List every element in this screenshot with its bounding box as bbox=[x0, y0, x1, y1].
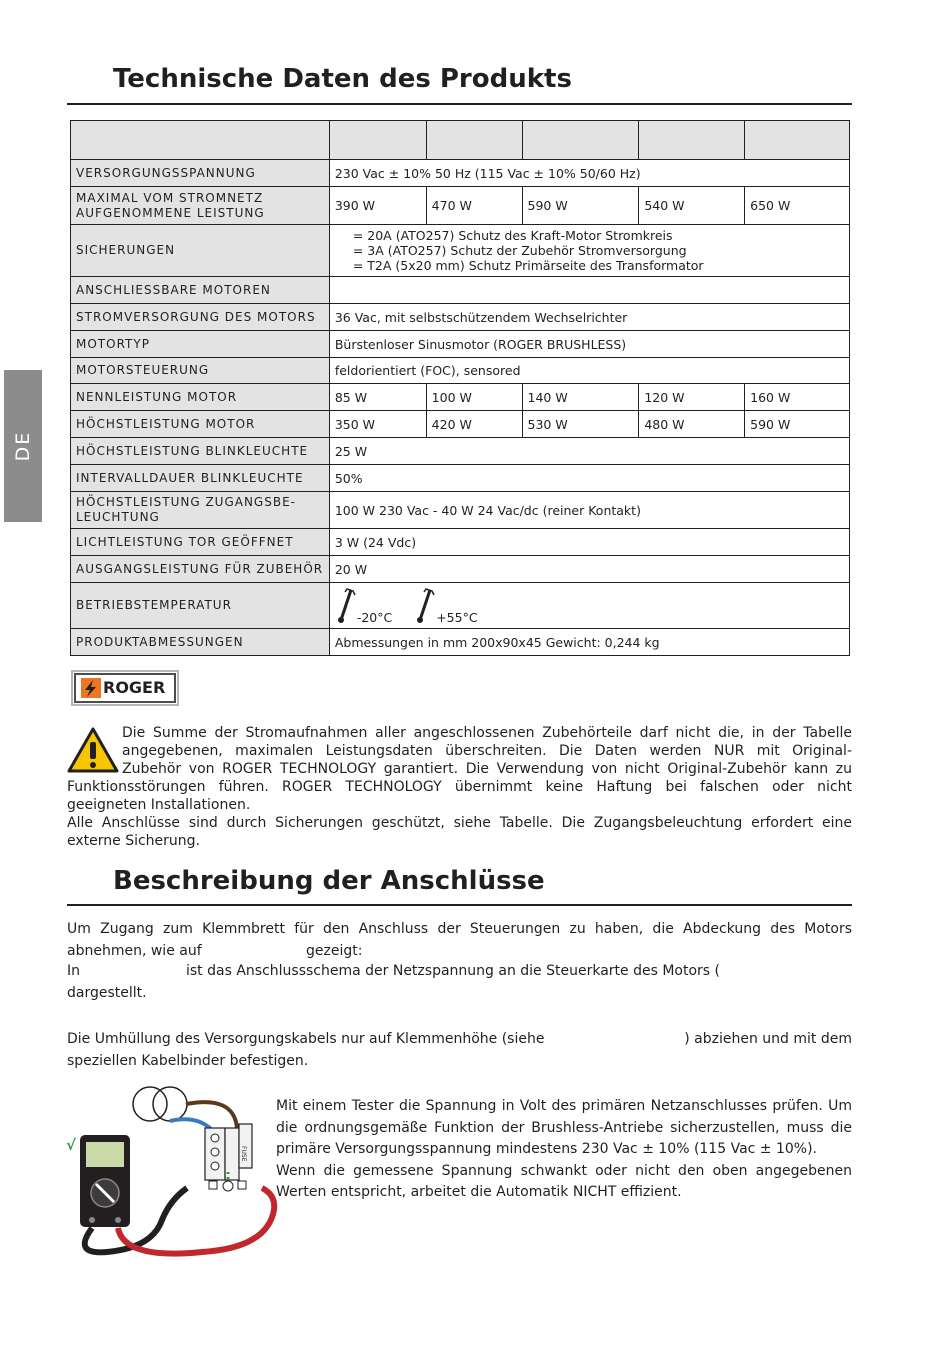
temp-min: -20°C bbox=[356, 609, 393, 625]
table-row bbox=[71, 438, 850, 465]
row-value: Abmessungen in mm 200x90x45 Gewicht: 0,244 kg bbox=[329, 629, 849, 656]
row-value: 530 W bbox=[522, 411, 639, 438]
table-row bbox=[71, 629, 850, 656]
row-value: 350 W bbox=[329, 411, 426, 438]
body-text: In bbox=[67, 963, 81, 979]
body-text: abnehmen, wie auf bbox=[67, 943, 202, 959]
table-header-cell bbox=[522, 121, 639, 160]
row-value: 590 W bbox=[522, 187, 639, 225]
table-header-row bbox=[71, 121, 850, 160]
row-value: 470 W bbox=[426, 187, 522, 225]
table-header-cell bbox=[745, 121, 850, 160]
row-label: AUSGANGSLEISTUNG FÜR ZUBEHÖR bbox=[71, 556, 330, 583]
fuse-list bbox=[329, 225, 849, 277]
row-value: 36 Vac, mit selbstschützendem Wechselrichter bbox=[329, 304, 849, 331]
row-value bbox=[329, 277, 849, 304]
logo-text: ROGER bbox=[103, 678, 166, 697]
row-label: MAXIMAL VOM STROMNETZ AUFGENOMMENE LEISTUNG bbox=[71, 187, 330, 225]
row-value: 85 W bbox=[329, 384, 426, 411]
row-label: PRODUKTABMESSUNGEN bbox=[71, 629, 330, 656]
language-tab bbox=[4, 370, 42, 522]
temperature-cell bbox=[329, 583, 849, 629]
row-label: HÖCHSTLEISTUNG ZUGANGSBE-LEUCHTUNG bbox=[71, 492, 330, 529]
table-row bbox=[71, 492, 850, 529]
row-value: 540 W bbox=[639, 187, 745, 225]
row-label: ANSCHLIESSBARE MOTOREN bbox=[71, 277, 330, 304]
section-title-technische-daten: Technische Daten des Produkts bbox=[113, 64, 572, 94]
table-row bbox=[71, 583, 850, 629]
body-line bbox=[67, 943, 852, 959]
spec-table bbox=[70, 120, 850, 656]
body-line bbox=[67, 963, 852, 979]
table-header-cell bbox=[639, 121, 745, 160]
row-label: MOTORSTEUERUNG bbox=[71, 358, 330, 384]
check-mark: √ bbox=[66, 1136, 77, 1154]
row-value: 100 W 230 Vac - 40 W 24 Vac/dc (reiner Kontakt) bbox=[329, 492, 849, 529]
row-value: 390 W bbox=[329, 187, 426, 225]
row-label: NENNLEISTUNG MOTOR bbox=[71, 384, 330, 411]
body-text: gezeigt: bbox=[306, 943, 363, 959]
row-label: HÖCHSTLEISTUNG BLINKLEUCHTE bbox=[71, 438, 330, 465]
row-value: 3 W (24 Vdc) bbox=[329, 529, 849, 556]
row-label: LICHTLEISTUNG TOR GEÖFFNET bbox=[71, 529, 330, 556]
row-label: STROMVERSORGUNG DES MOTORS bbox=[71, 304, 330, 331]
row-label: BETRIEBSTEMPERATUR bbox=[71, 583, 330, 629]
tester-text: Mit einem Tester die Spannung in Volt des primären Netzanschlusses prüfen. Um die ordnungsgemäße Funktion der Brushless-Antriebe sicherzustellen, muss die primäre Versorgungsspannung mindestens 230 Vac ± 10% (115 Vac ± 10%). bbox=[276, 1098, 852, 1157]
body-text: ist das Anschlussschema der Netzspannung an die Steuerkarte des Motors ( bbox=[186, 963, 720, 979]
fuse-line: = 20A (ATO257) Schutz des Kraft-Motor Stromkreis bbox=[352, 228, 673, 243]
table-row bbox=[71, 277, 850, 304]
table-row bbox=[71, 331, 850, 358]
fuse-line: = 3A (ATO257) Schutz der Zubehör Stromversorgung bbox=[352, 243, 687, 258]
warning-line: angegebenen, maximalen Leistungsdaten überschreiten. Die Daten werden NUR mit Original- bbox=[122, 743, 852, 759]
thermometer-cold-icon bbox=[335, 587, 357, 625]
row-value: 650 W bbox=[745, 187, 850, 225]
row-value: 590 W bbox=[745, 411, 850, 438]
row-value: feldorientiert (FOC), sensored bbox=[329, 358, 849, 384]
row-value: 230 Vac ± 10% 50 Hz (115 Vac ± 10% 50/60 Hz) bbox=[329, 160, 849, 187]
row-value: 140 W bbox=[522, 384, 639, 411]
body-text: Die Umhüllung des Versorgungskabels nur auf Klemmenhöhe (siehe bbox=[67, 1031, 545, 1047]
fuse-line: = T2A (5x20 mm) Schutz Primärseite des Transformator bbox=[352, 258, 704, 273]
row-label: HÖCHSTLEISTUNG MOTOR bbox=[71, 411, 330, 438]
body-line bbox=[67, 1031, 852, 1047]
table-row bbox=[71, 465, 850, 492]
row-label: INTERVALLDAUER BLINKLEUCHTE bbox=[71, 465, 330, 492]
language-tab-label: DE bbox=[12, 430, 34, 462]
table-row bbox=[71, 225, 850, 277]
row-label: SICHERUNGEN bbox=[71, 225, 330, 277]
table-row bbox=[71, 160, 850, 187]
row-value: 50% bbox=[329, 465, 849, 492]
row-label: MOTORTYP bbox=[71, 331, 330, 358]
table-header-cell bbox=[426, 121, 522, 160]
row-value: 420 W bbox=[426, 411, 522, 438]
row-value: 160 W bbox=[745, 384, 850, 411]
table-row bbox=[71, 556, 850, 583]
title-rule bbox=[67, 904, 852, 906]
body-line: speziellen Kabelbinder befestigen. bbox=[67, 1053, 309, 1069]
thermometer-hot-icon bbox=[414, 587, 436, 625]
body-line: Um Zugang zum Klemmbrett für den Anschluss der Steuerungen zu haben, die Abdeckung des Motors bbox=[67, 921, 852, 937]
row-label: VERSORGUNGSSPANNUNG bbox=[71, 160, 330, 187]
row-value: 100 W bbox=[426, 384, 522, 411]
row-value: 480 W bbox=[639, 411, 745, 438]
fuse-label: FUSE bbox=[240, 1146, 247, 1162]
tester-instructions bbox=[276, 1096, 852, 1204]
row-value: 120 W bbox=[639, 384, 745, 411]
row-value: Bürstenloser Sinusmotor (ROGER BRUSHLESS) bbox=[329, 331, 849, 358]
table-row bbox=[71, 411, 850, 438]
section-title-anschluesse: Beschreibung der Anschlüsse bbox=[113, 866, 545, 896]
table-row bbox=[71, 358, 850, 384]
roger-logo bbox=[70, 669, 180, 707]
warning-line: Die Summe der Stromaufnahmen aller angeschlossenen Zubehörteile darf nicht die, in der Tabelle bbox=[122, 725, 852, 741]
warning-line: geeigneten Installationen. bbox=[67, 797, 251, 813]
warning-line: Funktionsstörungen führen. ROGER TECHNOLOGY übernimmt keine Haftung bei falschen oder nicht bbox=[67, 779, 852, 795]
title-rule bbox=[67, 103, 852, 105]
table-row bbox=[71, 529, 850, 556]
row-value: 25 W bbox=[329, 438, 849, 465]
warning-text bbox=[67, 724, 852, 850]
warning-line: Alle Anschlüsse sind durch Sicherungen geschützt, siehe Tabelle. Die Zugangsbeleuchtung erfordert eine bbox=[67, 815, 852, 831]
warning-line: externe Sicherung. bbox=[67, 833, 200, 849]
tester-text-2: Wenn die gemessene Spannung schwankt oder nicht den oben angegebenen Werten entspricht, arbeitet die Automatik NICHT effizient. bbox=[276, 1162, 852, 1200]
body-text: ) abziehen und mit dem bbox=[684, 1031, 852, 1047]
temp-max: +55°C bbox=[436, 609, 478, 625]
table-row bbox=[71, 187, 850, 225]
table-row bbox=[71, 384, 850, 411]
table-header-cell bbox=[329, 121, 426, 160]
multimeter-illustration bbox=[62, 1080, 282, 1265]
warning-line: Zubehör von ROGER TECHNOLOGY garantiert. Die Verwendung von nicht Original-Zubehör kann zu bbox=[122, 761, 852, 777]
table-row bbox=[71, 304, 850, 331]
table-header-cell bbox=[71, 121, 330, 160]
row-value: 20 W bbox=[329, 556, 849, 583]
body-line: dargestellt. bbox=[67, 985, 147, 1001]
